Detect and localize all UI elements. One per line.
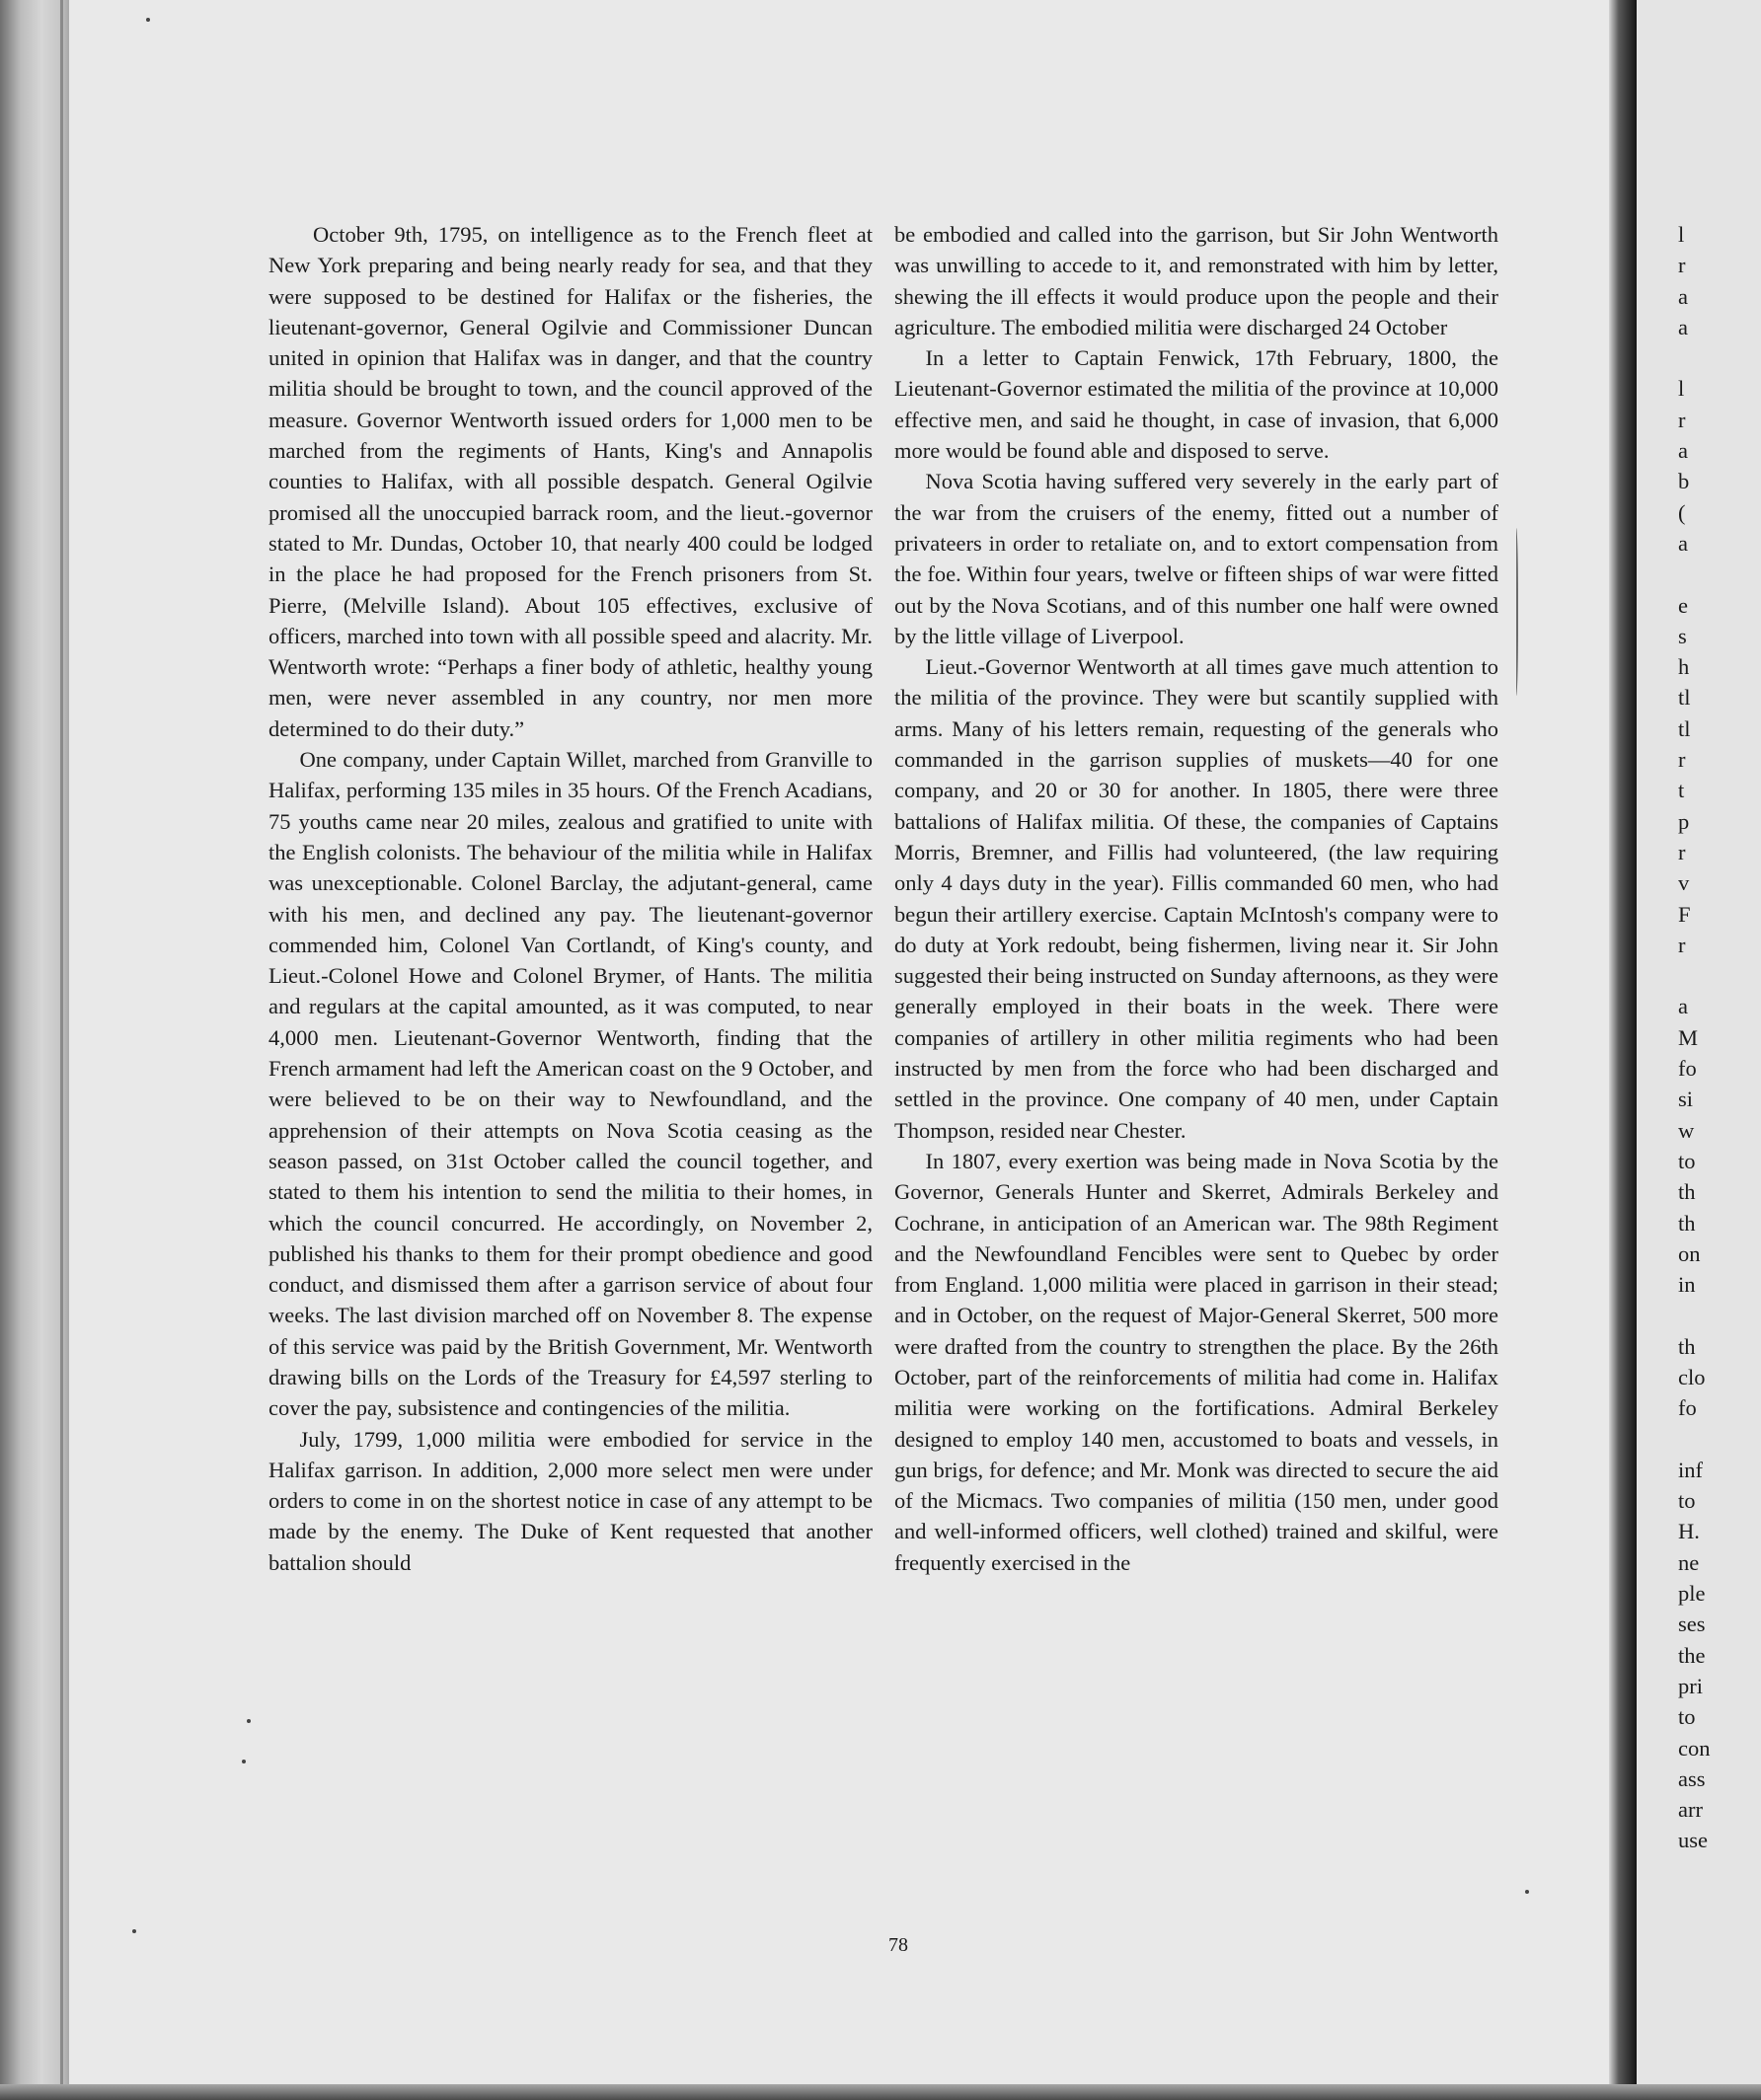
- facing-page-fragment: [1678, 1300, 1761, 1330]
- facing-page-fragment: ple: [1678, 1581, 1706, 1607]
- paragraph: be embodied and called into the garrison, but Sir John Wentworth was unwilling to accede to it, and remonstrated with him by letter, shewing the ill effects it would produce upon the people and their agriculture. The embodied militia were discharged 24 October: [894, 222, 1498, 339]
- facing-page-fragment: pri: [1678, 1673, 1703, 1698]
- facing-page-fragment: th: [1678, 1179, 1696, 1205]
- facing-page-fragment: r: [1678, 839, 1686, 864]
- facing-page-fragment: b: [1678, 469, 1690, 494]
- facing-page-fragment: [1678, 960, 1761, 991]
- margin-pencil-mark: [1513, 528, 1518, 696]
- page-number: 78: [888, 1934, 908, 1956]
- facing-page-fragment: (: [1678, 499, 1686, 525]
- facing-page-fragment: tl: [1678, 685, 1691, 711]
- facing-page-fragment: tl: [1678, 715, 1691, 741]
- scan-speck: [247, 1719, 251, 1723]
- facing-page-fragment: fo: [1678, 1395, 1697, 1421]
- facing-page-fragment: r: [1678, 407, 1686, 432]
- facing-page-fragment: w: [1678, 1117, 1695, 1143]
- facing-page-fragment: h: [1678, 654, 1690, 680]
- facing-page-fragment: clo: [1678, 1364, 1706, 1389]
- facing-page-fragment: H.: [1678, 1519, 1700, 1544]
- facing-page-fragment: r: [1678, 747, 1686, 773]
- facing-page-fragment: si: [1678, 1087, 1694, 1112]
- facing-page-fragment: s: [1678, 623, 1687, 648]
- facing-page-fragment: a: [1678, 438, 1688, 464]
- facing-page-fragment: to: [1678, 1704, 1696, 1730]
- facing-page-fragment: to: [1678, 1488, 1696, 1514]
- facing-page-fragment: th: [1678, 1210, 1696, 1236]
- scan-speck: [132, 1929, 136, 1933]
- facing-page-fragment: r: [1678, 253, 1686, 278]
- facing-page-fragment: [1678, 559, 1761, 589]
- paragraph: One company, under Captain Willet, marched from Granville to Halifax, performing 135 miles in 35 hours. Of the French Acadians, 75 youths came near 20 miles, zealous and gratified to unite with the English colonists. The behaviour of the militia while in Halifax was unexceptionable. Colonel Barclay, the adjutant-general, came with his men, and declined any pay. The lieutenant-governor commended him, Colonel Van Cortlandt, of King's county, and Lieut.-Colonel Howe and Colonel Brymer, of Hants. The militia and regulars at the capital amounted, as it was computed, to near 4,000 men. Lieutenant-Governor Wentworth, finding that the French armament had left the American coast on the 9 October, and were believed to be on their way to Newfoundland, and the apprehension of their attempts on Nova Scotia ceasing as the season passed, on 31st October called the council together, and stated to them his intention to send the militia to their homes, in which the council concurred. He accordingly, on November 2, published his thanks to them for their prompt obedience and good conduct, and dismissed them after a garrison service of about four weeks. The last division marched off on November 8. The expense of this service was paid by the British Government, Mr. Wentworth drawing bills on the Lords of the Treasury for £4,597 sterling to cover the pay, subsistence and contingencies of the militia.: [268, 747, 873, 1421]
- facing-page-fragment: [1678, 1424, 1761, 1455]
- facing-page-fragment: t: [1678, 778, 1685, 803]
- facing-page-fragment: l: [1678, 222, 1685, 247]
- book-binding-edge: [0, 0, 69, 2100]
- facing-page-fragment: r: [1678, 932, 1686, 957]
- facing-page-fragment: th: [1678, 1333, 1696, 1359]
- facing-page-fragment: a: [1678, 283, 1688, 309]
- facing-page-fragment: ses: [1678, 1612, 1706, 1637]
- facing-page-fragment: a: [1678, 314, 1688, 339]
- facing-page-fragment: on: [1678, 1240, 1701, 1266]
- facing-page-fragment: e: [1678, 592, 1688, 618]
- facing-page-fragment: a: [1678, 530, 1688, 556]
- facing-page-fragment: arr: [1678, 1797, 1703, 1823]
- facing-page-fragment: in: [1678, 1272, 1696, 1298]
- facing-page-fragment: ne: [1678, 1549, 1700, 1575]
- facing-page-fragment: to: [1678, 1148, 1696, 1173]
- scan-speck: [1525, 1890, 1529, 1894]
- book-gutter: [1609, 0, 1637, 2100]
- facing-page-fragment: ass: [1678, 1765, 1706, 1791]
- paragraph: In 1807, every exertion was being made in Nova Scotia by the Governor, Generals Hunter and Skerret, Admirals Berkeley and Cochrane, in anticipation of an American war. The 98th Regiment and the Newfoundland Fencibles were sent to Quebec by order from England. 1,000 militia were placed in garrison in their stead; and in October, on the request of Major-General Skerret, 500 more were drafted from the country to strengthen the place. By the 26th October, part of the reinforcements of militia had come in. Halifax militia were working on the fortifications. Admiral Berkeley designed to employ 140 men, accustomed to boats and vessels, in gun brigs, for defence; and Mr. Monk was directed to secure the aid of the Micmacs. Two companies of militia (150 men, under good and well-informed officers, well clothed) trained and skilful, were frequently exercised in the: [894, 1148, 1498, 1575]
- facing-page-fragment: the: [1678, 1642, 1706, 1668]
- facing-page-fragment: a: [1678, 994, 1688, 1019]
- paragraph: Nova Scotia having suffered very severely in the early part of the war from the cruisers of the enemy, fitted out a number of privateers in order to retaliate on, and to extort compensation from the foe. Within four years, twelve or fifteen ships of war were fitted out by the Nova Scotians, and of this number one half were owned by the little village of Liverpool.: [894, 469, 1498, 648]
- facing-page-fragment: use: [1678, 1828, 1708, 1853]
- facing-page-fragment: [1678, 342, 1761, 373]
- facing-page-fragment: M: [1678, 1024, 1699, 1050]
- paragraph: In a letter to Captain Fenwick, 17th February, 1800, the Lieutenant-Governor estimated the militia of the province at 10,000 effective men, and said he thought, in case of invasion, that 6,000 more would be found able and disposed to serve.: [894, 345, 1498, 464]
- scan-bottom-edge: [0, 2084, 1761, 2100]
- facing-page-fragment: fo: [1678, 1056, 1697, 1082]
- right-text-column: [894, 219, 1498, 1578]
- facing-page-fragment: inf: [1678, 1457, 1703, 1482]
- left-text-column: [268, 219, 873, 1578]
- paragraph: July, 1799, 1,000 militia were embodied for service in the Halifax garrison. In addition, 2,000 more select men were under orders to come in on the shortest notice in case of any attempt to be made by the enemy. The Duke of Kent requested that another battalion should: [268, 1426, 873, 1575]
- facing-page-fragment: l: [1678, 376, 1685, 402]
- facing-page-fragment: v: [1678, 870, 1690, 896]
- scan-speck: [242, 1760, 246, 1763]
- paragraph: Lieut.-Governor Wentworth at all times gave much attention to the militia of the province. They were but scantily supplied with arms. Many of his letters remain, requesting of the generals who commanded in the garrison supplies of muskets—40 for one company, and 20 or 30 for another. In 1805, there were three battalions of Halifax militia. Of these, the companies of Captains Morris, Bremner, and Fillis had volunteered, (the law requiring only 4 days duty in the year). Fillis commanded 60 men, who had begun their artillery exercise. Captain McIntosh's company were to do duty at York redoubt, being fishermen, living near it. Sir John suggested their being instructed on Sunday afternoons, as they were generally employed in their boats in the week. There were companies of artillery in other militia regiments who had been instructed by men from the force who had been discharged and settled in the province. One company of 40 men, under Captain Thompson, resided near Chester.: [894, 654, 1498, 1143]
- facing-page-text-fragments: [1678, 219, 1761, 1856]
- paragraph: October 9th, 1795, on intelligence as to the French fleet at New York preparing and being nearly ready for sea, and that they were supposed to be destined for Halifax or the fisheries, the lieutenant-governor, General Ogilvie and Commissioner Duncan united in opinion that Halifax was in danger, and that the country militia should be brought to town, and the council approved of the measure. Governor Wentworth issued orders for 1,000 men to be marched from the regiments of Hants, King's and Annapolis counties to Halifax, with all possible despatch. General Ogilvie promised all the unoccupied barrack room, and the lieut.-governor stated to Mr. Dundas, October 10, that nearly 400 could be lodged in the place he had proposed for the French prisoners from St. Pierre, (Melville Island). About 105 effectives, exclusive of officers, marched into town with all possible speed and alacrity. Mr. Wentworth wrote: “Perhaps a finer body of athletic, healthy young men, were never assembled in any country, nor men more determined to do their duty.”: [268, 222, 873, 741]
- scan-speck: [146, 18, 150, 22]
- facing-page-fragment: con: [1678, 1735, 1711, 1761]
- facing-page-fragment: p: [1678, 808, 1690, 834]
- facing-page-fragment: F: [1678, 901, 1691, 927]
